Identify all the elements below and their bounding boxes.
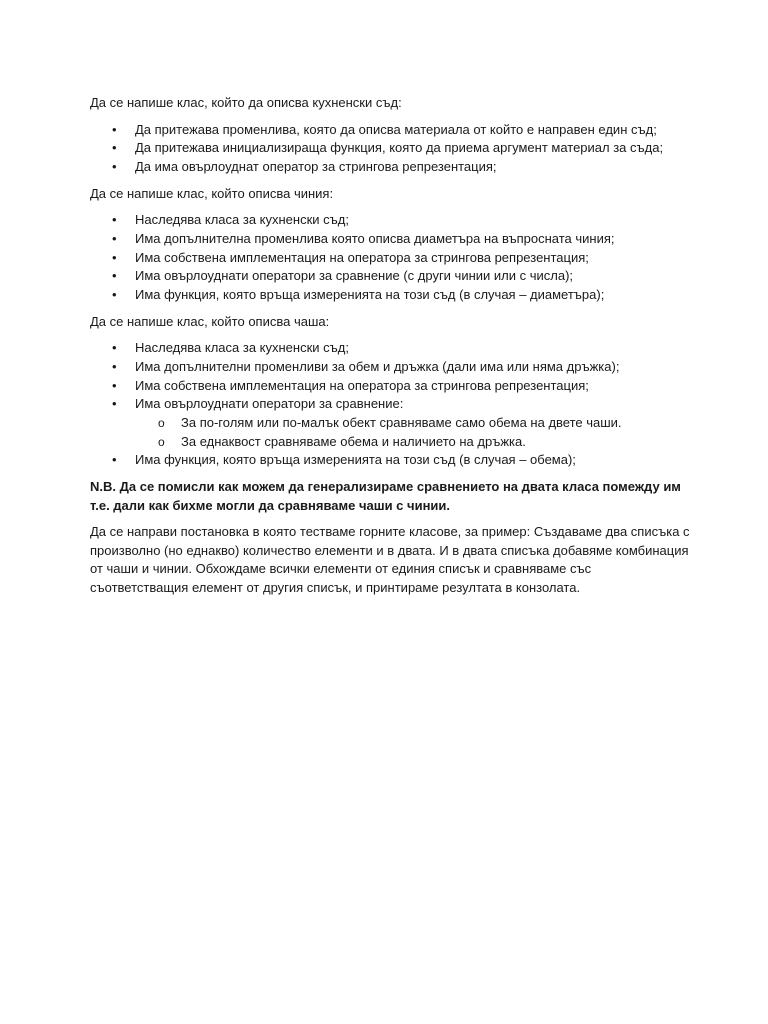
kitchenware-requirements-list: [90, 121, 690, 177]
comparison-sublist: [135, 414, 690, 451]
bullet-icon: •: [112, 158, 117, 174]
list-item: • Има овърлоуднати оператори за сравнение (с други чинии или с числа);: [90, 267, 690, 286]
list-item: • Да има овърлоуднат оператор за стрингова репрезентация;: [90, 158, 690, 177]
section-heading-kitchenware: Да се напише клас, който да описва кухненски съд:: [90, 95, 402, 110]
list-item: • Да притежава променлива, която да описва материала от който е направен един съд;: [90, 121, 690, 140]
document-page: [90, 94, 690, 605]
closing-paragraph: Да се направи постановка в която тестваме горните класове, за пример: Създаваме два списъка с произволно (но еднакво) количество елементи и в двата. И в двата списъка добавяме комбинация от чаши и чинии. Обхождаме всички елементи от единия списък и сравняваме със съответстващия елемент от другия списък, и принтираме резултата в конзолата.: [90, 524, 690, 595]
bullet-icon: •: [112, 230, 117, 246]
bullet-icon: •: [112, 358, 117, 374]
list-item: • Има собствена имплементация на оператора за стрингова репрезентация;: [90, 377, 690, 396]
bullet-icon: •: [112, 140, 117, 156]
bullet-icon: •: [112, 377, 117, 393]
list-item: • Има функция, която връща измеренията на този съд (в случая – обема);: [90, 451, 690, 470]
bullet-icon: •: [112, 340, 117, 356]
list-item: • Наследява класа за кухненски съд;: [90, 211, 690, 230]
bullet-icon: •: [112, 286, 117, 302]
bullet-icon: •: [112, 121, 117, 137]
list-item: • Има собствена имплементация на оператора за стрингова репрезентация;: [90, 249, 690, 268]
bullet-icon: •: [112, 268, 117, 284]
list-item: • Има овърлоуднати оператори за сравнение: o За по-голям или по-малък обект сравняваме само обема на двете чаши. o За еднаквост сравняваме обема и наличието на дръжка.: [90, 395, 690, 451]
list-item: • Има функция, която връща измеренията на този съд (в случая – диаметъра);: [90, 286, 690, 305]
list-item: • Наследява класа за кухненски съд;: [90, 339, 690, 358]
note-paragraph: N.B. Да се помисли как можем да генерализираме сравнението на двата класа помежду им т.е. дали как бихме могли да сравняваме чаши с чинии.: [90, 479, 681, 513]
bullet-icon: •: [112, 249, 117, 265]
plate-requirements-list: [90, 211, 690, 305]
hollow-bullet-icon: o: [158, 434, 165, 449]
list-item: • Да притежава инициализираща функция, която да приема аргумент материал за съда;: [90, 139, 690, 158]
list-item: • Има допълнителни променливи за обем и дръжка (дали има или няма дръжка);: [90, 358, 690, 377]
hollow-bullet-icon: o: [158, 415, 165, 430]
list-item: • Има допълнителна променлива която описва диаметъра на въпросната чиния;: [90, 230, 690, 249]
sub-list-item: o За еднаквост сравняваме обема и наличието на дръжка.: [90, 433, 690, 452]
bullet-icon: •: [112, 452, 117, 468]
bullet-icon: •: [112, 212, 117, 228]
cup-requirements-list: [90, 339, 690, 470]
section-heading-cup: Да се напише клас, който описва чаша:: [90, 313, 330, 329]
section-heading-plate: Да се напише клас, който описва чиния:: [90, 185, 334, 201]
bullet-icon: •: [112, 396, 117, 412]
sub-list-item: o За по-голям или по-малък обект сравняваме само обема на двете чаши.: [90, 414, 690, 433]
